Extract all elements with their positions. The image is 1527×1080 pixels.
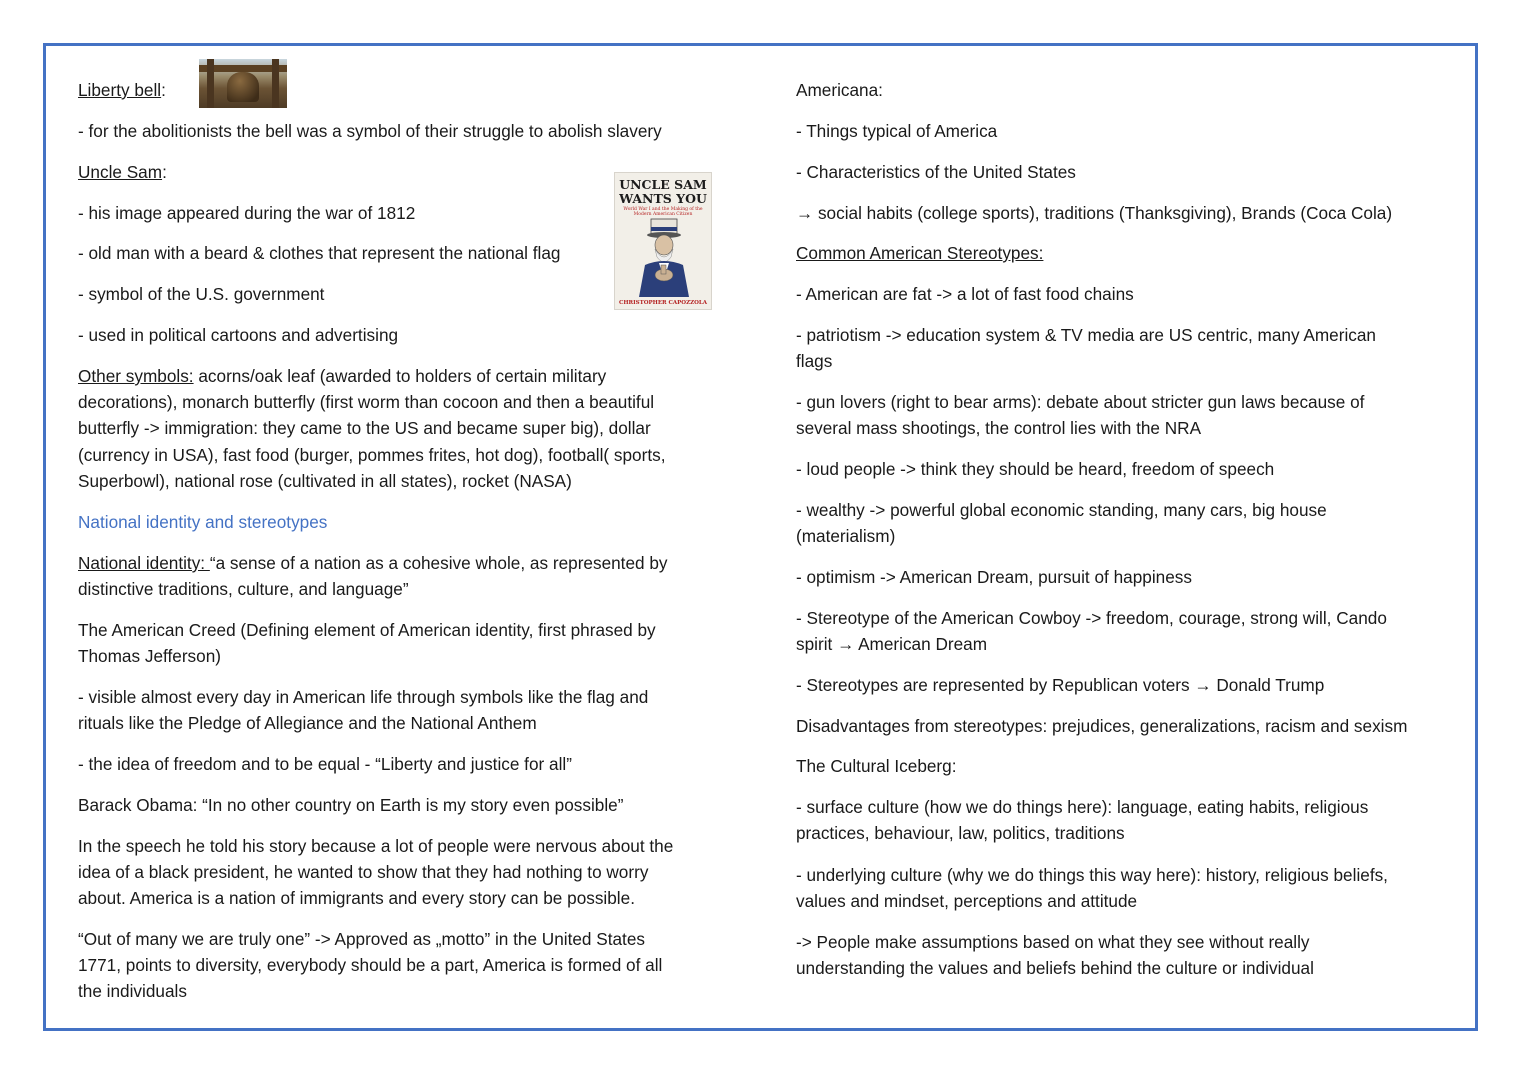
liberty-bell-text: - for the abolitionists the bell was a symbol of their struggle to abolish slavery [78, 121, 662, 141]
motto-line: “Out of many we are truly one” -> Approved as „motto” in the United States [78, 929, 645, 949]
disadvantages-line: Disadvantages from stereotypes: prejudices, generalizations, racism and sexism [796, 716, 1408, 736]
poster-author: CHRISTOPHER CAPOZZOLA [618, 300, 708, 306]
national-identity-line: distinctive traditions, culture, and language” [78, 579, 409, 599]
wealthy-line: (materialism) [796, 526, 896, 546]
national-identity-line: National identity: “a sense of a nation as a cohesive whole, as represented by [78, 553, 668, 573]
uncle-sam-item: - used in political cartoons and advertising [78, 325, 399, 345]
section-heading: National identity and stereotypes [78, 512, 328, 532]
uncle-sam-heading-line: Uncle Sam: [78, 162, 167, 182]
patriotism-line: - patriotism -> education system & TV media are US centric, many American [796, 325, 1376, 345]
uncle-sam-poster-image [614, 172, 712, 310]
speech-line: In the speech he told his story because a lot of people were nervous about the [78, 836, 674, 856]
loud-line: - loud people -> think they should be heard, freedom of speech [796, 459, 1275, 479]
creed-line: Thomas Jefferson) [78, 646, 221, 666]
republican-line: - Stereotypes are represented by Republican voters → Donald Trump [796, 675, 1325, 695]
surface-line: practices, behaviour, law, politics, traditions [796, 823, 1125, 843]
americana-heading: Americana: [796, 80, 883, 100]
gun-line: several mass shootings, the control lies with the NRA [796, 418, 1202, 438]
speech-line: idea of a black president, he wanted to show that they had nothing to worry [78, 862, 649, 882]
other-symbols-line: Superbowl), national rose (cultivated in all states), rocket (NASA) [78, 471, 572, 491]
liberty-bell-heading: Liberty bell [78, 80, 162, 100]
patriotism-line: flags [796, 351, 833, 371]
poster-subtitle: World War I and the Making of the Modern American Citizen [623, 207, 703, 217]
motto-line: the individuals [78, 981, 187, 1001]
americana-item: - Things typical of America [796, 121, 998, 141]
visible-line: rituals like the Pledge of Allegiance and the National Anthem [78, 713, 537, 733]
americana-item: → social habits (college sports), traditions (Thanksgiving), Brands (Coca Cola) [796, 203, 1393, 223]
uncle-sam-item: - his image appeared during the war of 1812 [78, 203, 416, 223]
other-symbols-line: butterfly -> immigration: they came to the US and became super big), dollar [78, 418, 651, 438]
visible-line: - visible almost every day in American life through symbols like the flag and [78, 687, 649, 707]
assumptions-line: understanding the values and beliefs behind the culture or individual [796, 958, 1314, 978]
other-symbols-line: Other symbols: acorns/oak leaf (awarded to holders of certain military [78, 366, 607, 386]
poster-line2: WANTS YOU [619, 191, 707, 206]
underlying-line: - underlying culture (why we do things this way here): history, religious beliefs, [796, 865, 1388, 885]
uncle-sam-figure [631, 217, 697, 297]
underlying-line: values and mindset, perceptions and attitude [796, 891, 1138, 911]
poster-line1: UNCLE SAM [619, 177, 707, 192]
uncle-sam-heading: Uncle Sam [78, 162, 163, 182]
liberty-bell-heading-line: Liberty bell: [78, 80, 166, 100]
americana-item: - Characteristics of the United States [796, 162, 1076, 182]
liberty-bell-image [199, 59, 287, 108]
cowboy-line: spirit → American Dream [796, 634, 988, 654]
motto-line: 1771, points to diversity, everybody should be a part, America is formed of all [78, 955, 663, 975]
speech-line: about. America is a nation of immigrants and every story can be possible. [78, 888, 635, 908]
assumptions-line: -> People make assumptions based on what they see without really [796, 932, 1310, 952]
uncle-sam-item: - old man with a beard & clothes that represent the national flag [78, 243, 561, 263]
iceberg-heading: The Cultural Iceberg: [796, 756, 957, 776]
uncle-sam-item: - symbol of the U.S. government [78, 284, 325, 304]
creed-line: The American Creed (Defining element of American identity, first phrased by [78, 620, 656, 640]
fat-line: - American are fat -> a lot of fast food chains [796, 284, 1134, 304]
freedom-line: - the idea of freedom and to be equal - “Liberty and justice for all” [78, 754, 572, 774]
cowboy-line: - Stereotype of the American Cowboy -> freedom, courage, strong will, Cando [796, 608, 1387, 628]
other-symbols-line: (currency in USA), fast food (burger, pommes frites, hot dog), football( sports, [78, 445, 666, 465]
obama-line: Barack Obama: “In no other country on Earth is my story even possible” [78, 795, 624, 815]
wealthy-line: - wealthy -> powerful global economic standing, many cars, big house [796, 500, 1327, 520]
gun-line: - gun lovers (right to bear arms): debate about stricter gun laws because of [796, 392, 1365, 412]
other-symbols-heading: Other symbols: [78, 366, 194, 386]
stereotypes-heading: Common American Stereotypes: [796, 243, 1044, 263]
national-identity-heading: National identity: [78, 553, 210, 573]
other-symbols-line: decorations), monarch butterfly (first worm than cocoon and then a beautiful [78, 392, 655, 412]
optimism-line: - optimism -> American Dream, pursuit of happiness [796, 567, 1192, 587]
surface-line: - surface culture (how we do things here): language, eating habits, religious [796, 797, 1369, 817]
